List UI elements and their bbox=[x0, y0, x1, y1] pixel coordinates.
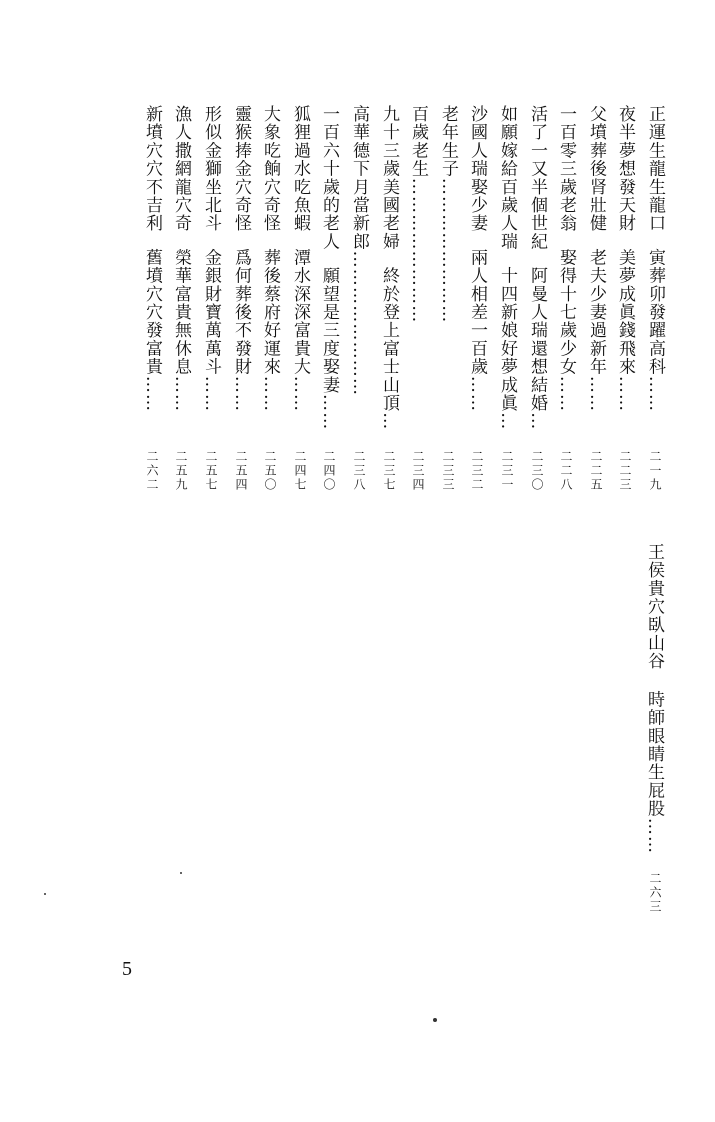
toc-entry bbox=[407, 105, 429, 323]
entry-title-a: 高華德下月當新郎 bbox=[349, 105, 369, 251]
entry-title-a: 靈猴捧金穴奇怪 bbox=[231, 105, 251, 233]
entry-leader: … bbox=[379, 412, 399, 431]
entry-title-b: 願望是三度娶妻 bbox=[319, 266, 339, 395]
entry-title-a: 大象吃餉穴奇怪 bbox=[260, 105, 280, 233]
toc-entry bbox=[496, 105, 518, 430]
entry-leader: …………………… bbox=[349, 250, 369, 397]
entry-title-b: 終於登上富士山頂 bbox=[379, 266, 399, 413]
entry-leader: …… bbox=[290, 375, 310, 413]
scan-speck bbox=[433, 1018, 437, 1022]
entry-page-ref: 二二五 bbox=[589, 450, 603, 492]
toc-entry bbox=[644, 105, 666, 412]
entry-title-b: 金銀財寶萬萬斗 bbox=[201, 248, 221, 376]
entry-title-b: 潭水深深富貴大 bbox=[290, 248, 310, 376]
entry-title-a: 一百六十歲的老人 bbox=[319, 105, 339, 251]
toc-entry bbox=[230, 105, 252, 412]
entry-page-ref: 二四七 bbox=[293, 450, 307, 492]
entry-title-b: 兩人相差一百歲 bbox=[467, 248, 487, 376]
entry-title-b: 美夢成眞錢飛來 bbox=[615, 248, 635, 376]
page-number: 5 bbox=[122, 958, 132, 980]
entry-leader: … bbox=[527, 412, 547, 431]
entry-leader: …… bbox=[467, 375, 487, 413]
entry-page-ref: 二五四 bbox=[234, 450, 248, 492]
entry-title-a: 如願嫁給百歲人瑞 bbox=[497, 105, 517, 251]
toc-entry bbox=[348, 105, 370, 396]
toc-entry bbox=[555, 105, 577, 412]
toc-entry bbox=[289, 105, 311, 412]
toc-entry bbox=[378, 105, 400, 430]
entry-page-bottom: 二六三 bbox=[648, 872, 662, 914]
entry-page-ref: 二四〇 bbox=[322, 450, 336, 492]
entry-title-b: 爲何葬後不發財 bbox=[231, 248, 251, 376]
entry-page-ref: 二五七 bbox=[204, 450, 218, 492]
scan-speck bbox=[180, 872, 182, 874]
entry-page-ref: 二六二 bbox=[145, 450, 159, 492]
entry-page-ref: 二五九 bbox=[174, 450, 188, 492]
entry-page-ref: 二三四 bbox=[411, 450, 425, 492]
entry-leader: …… bbox=[556, 375, 576, 413]
toc-entry bbox=[614, 105, 636, 412]
entry-leader: …… bbox=[644, 817, 664, 855]
entry-title-a: 夜半夢想發天財 bbox=[615, 105, 635, 233]
toc-entry bbox=[170, 105, 192, 412]
entry-title-b: 寅葬卯發躍高科 bbox=[645, 248, 665, 376]
toc-entry bbox=[437, 105, 459, 323]
entry-page-ref: 二三七 bbox=[382, 450, 396, 492]
entry-leader: …… bbox=[231, 375, 251, 413]
entry-leader: … bbox=[497, 412, 517, 431]
entry-title-a: 老年生子 bbox=[438, 105, 458, 178]
entry-title-a: 正運生龍生龍口 bbox=[645, 105, 665, 233]
toc-entry bbox=[318, 105, 340, 430]
toc-entry bbox=[466, 105, 488, 412]
entry-title-b: 舊墳穴穴發富貴 bbox=[142, 248, 162, 376]
entry-page-ref: 二一九 bbox=[648, 450, 662, 492]
entry-title-b: 時師眼睛生屁股 bbox=[644, 690, 664, 818]
toc-entry bbox=[200, 105, 222, 412]
toc-entry bbox=[141, 105, 163, 412]
entry-leader: …… bbox=[319, 394, 339, 431]
toc-entry bbox=[585, 105, 607, 412]
entry-title-b: 榮華富貴無休息 bbox=[171, 248, 191, 376]
entry-page-ref: 二三二 bbox=[470, 450, 484, 492]
entry-page-ref: 二五〇 bbox=[263, 450, 277, 492]
entry-leader: …………………… bbox=[438, 177, 458, 324]
entry-title-b: 十四新娘好夢成眞 bbox=[497, 266, 517, 413]
entry-title-a: 形似金獅坐北斗 bbox=[201, 105, 221, 233]
entry-page-ref: 二二八 bbox=[559, 450, 573, 492]
entry-title-a: 父墳葬後肾壯健 bbox=[586, 105, 606, 233]
entry-leader: …………………… bbox=[408, 177, 428, 324]
entry-title-a: 百歲老生 bbox=[408, 105, 428, 178]
entry-title-a: 沙國人瑞娶少妻 bbox=[467, 105, 487, 233]
toc-entry bbox=[259, 105, 281, 412]
entry-leader: …… bbox=[615, 375, 635, 413]
entry-page-ref: 二二三 bbox=[618, 450, 632, 492]
entry-title-b: 老夫少妻過新年 bbox=[586, 248, 606, 376]
entry-page-ref: 二三八 bbox=[352, 450, 366, 492]
entry-page-ref: 二三一 bbox=[500, 450, 514, 492]
entry-title-a: 漁人撒網龍穴奇 bbox=[171, 105, 191, 233]
entry-title-b: 葬後蔡府好運來 bbox=[260, 248, 280, 376]
entry-title-a: 活了一又半個世紀 bbox=[527, 105, 547, 251]
entry-page-ref: 二三〇 bbox=[530, 450, 544, 492]
entry-title-a: 新墳穴穴不吉利 bbox=[142, 105, 162, 233]
entry-title-b: 娶得十七歲少女 bbox=[556, 248, 576, 376]
scan-speck bbox=[44, 893, 46, 895]
entry-title-a: 狐狸過水吃魚蝦 bbox=[290, 105, 310, 233]
entry-leader: …… bbox=[171, 375, 191, 413]
entry-title-a: 九十三歲美國老婦 bbox=[379, 105, 399, 251]
entry-title-b: 阿曼人瑞還想結婚 bbox=[527, 266, 547, 413]
entry-leader: …… bbox=[586, 375, 606, 413]
entry-title-a: 王侯貴穴臥山谷 bbox=[644, 543, 664, 671]
entry-leader: …… bbox=[201, 375, 221, 413]
toc-entry bbox=[526, 105, 548, 430]
entry-leader: …… bbox=[645, 375, 665, 413]
toc-entry-bottom bbox=[643, 543, 665, 854]
entry-page-ref: 二三三 bbox=[441, 450, 455, 492]
entry-title-a: 一百零三歲老翁 bbox=[556, 105, 576, 233]
entry-leader: …… bbox=[142, 375, 162, 413]
entry-leader: …… bbox=[260, 375, 280, 413]
